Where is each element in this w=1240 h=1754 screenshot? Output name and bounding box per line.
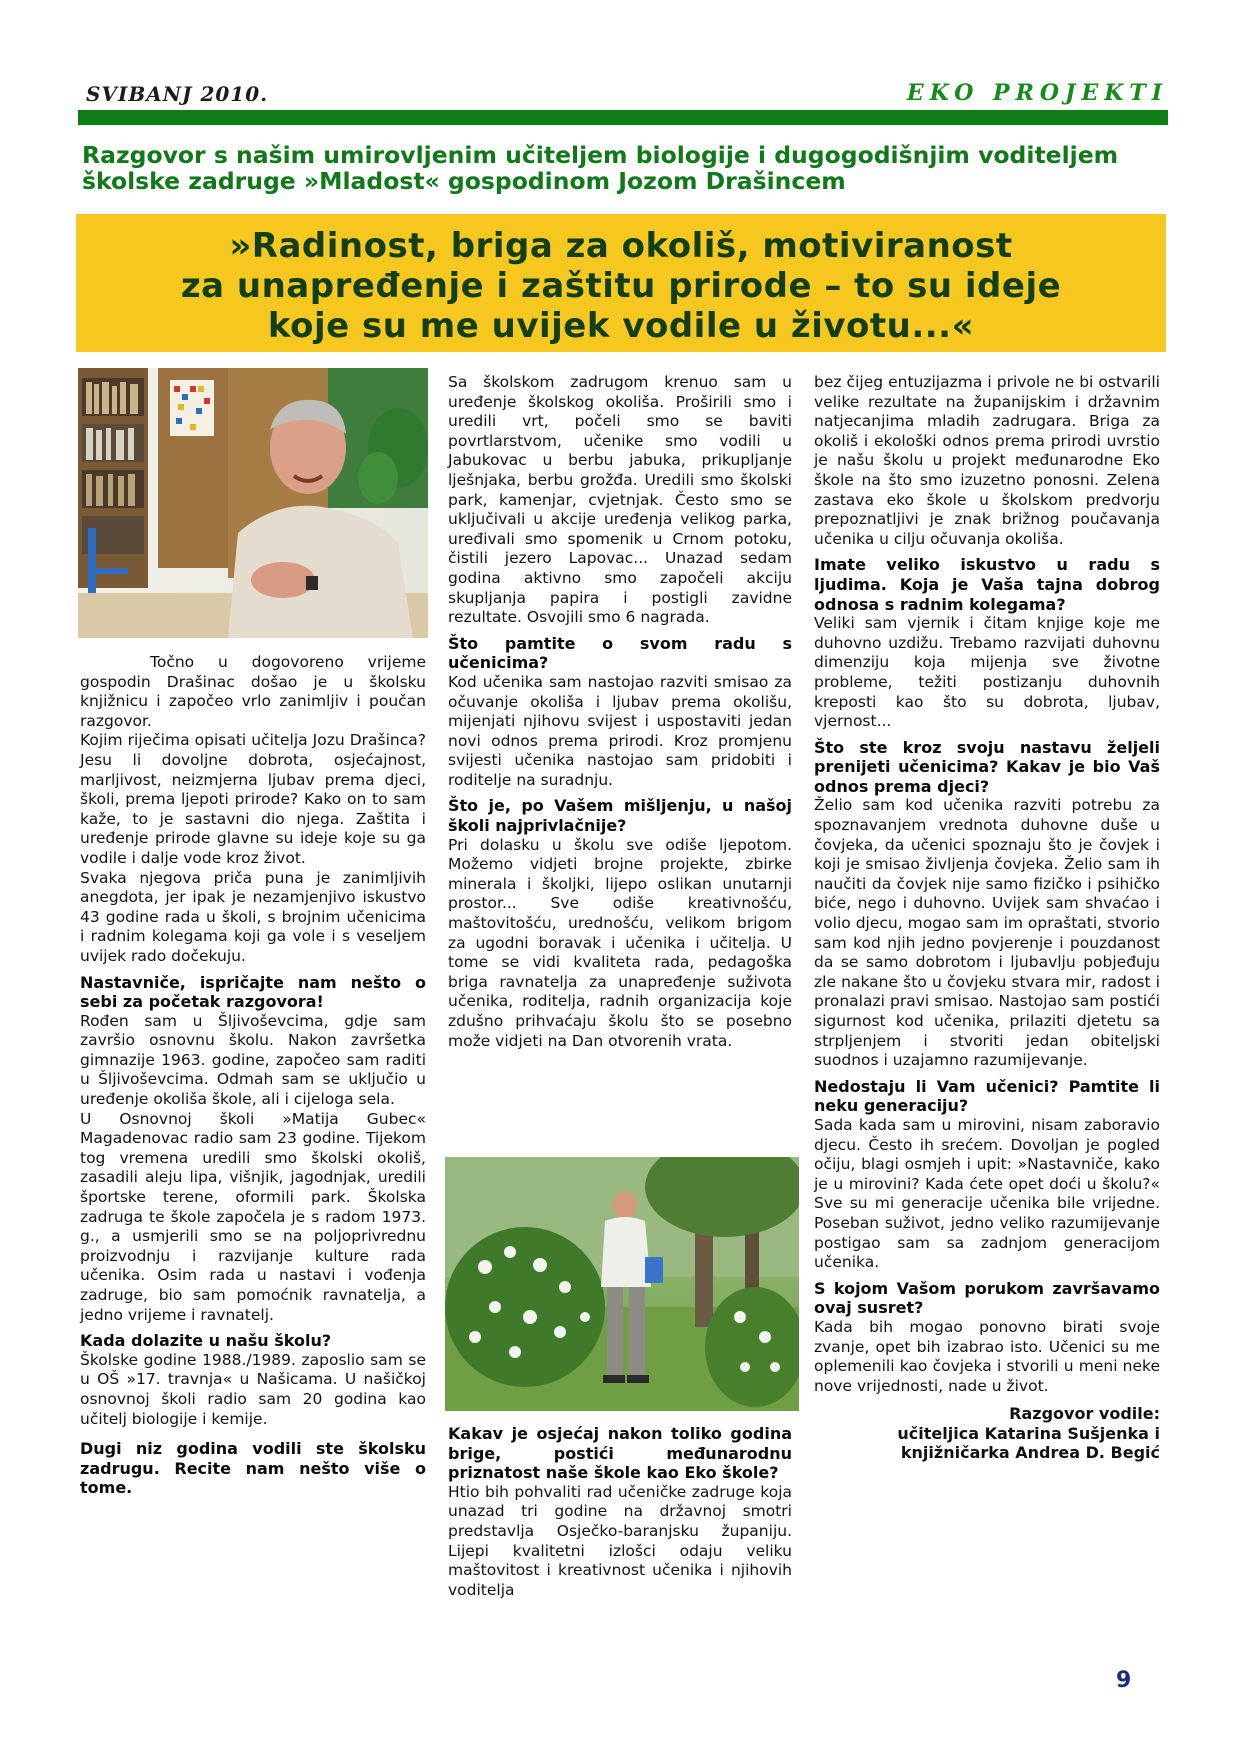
answer-1b: U Osnovnoj školi »Matija Gubec« Magadenovac radio sam 23 godine. Tijekom tog vremena uredili smo školski okoliš, zasadili aleju lipa, višnjik, jagodnjak, uredili športske terene, oformili park. Školska zadruga te škole započela je s radom 1973. g., a usmjerili smo se na poljoprivrednu proizvodnju i razvijanje kulture rada učenika. Osim rada u nastavi i vođenja zadruge, bio sam pomoćnik ravnatelja, a jedno vrijeme i ravnatelj.	[80, 1109, 426, 1324]
column-1	[80, 653, 426, 1498]
question-3: Dugi niz godina vodili ste školsku zadrugu. Recite nam nešto više o tome.	[80, 1439, 426, 1498]
column-2-bottom	[448, 1424, 792, 1600]
answer-1a: Rođen sam u Šljivoševcima, gdje sam završio osnovnu školu. Nakon završetka gimnazije 1963. godine, započeo sam raditi u Šljivoševcima. Odmah sam se uključio u uređenje okoliša škole, ali i cijeloga sela.	[80, 1011, 426, 1109]
section-title: EKO PROJEKTI	[906, 80, 1168, 106]
teacher-library-photo	[78, 368, 428, 638]
intro-paragraph-3: Svaka njegova priča puna je zanimljivih anegdota, jer ipak je nezamjenjivo iskustvo 43 godine rada u školi, s brojnim učenicima i radnim kolegama koji ga vole i s veseljem uvijek rado dočekuju.	[80, 868, 426, 965]
question-9: Nedostaju li Vam učenici? Pamtite li neku generaciju?	[814, 1076, 1160, 1116]
column-2	[448, 373, 792, 1051]
question-2: Kada dolazite u našu školu?	[80, 1331, 332, 1351]
teacher-park-illustration	[445, 1157, 799, 1411]
credits-line-2: učiteljica Katarina Sušjenka i	[897, 1423, 1160, 1443]
intro-paragraph-2: Kojim riječima opisati učitelja Jozu Drašinca? Jesu li dovoljne dobrota, osjećajnost, marljivost, neizmjerna ljubav prema djeci, školi, prema ljepoti prirode? Kako on to sam kaže, to je sastavni dio njega. Zaštita i uređenje prirode glavne su ideje koje su ga vodile i dalje vode kroz život.	[80, 731, 426, 867]
question-1: Nastavniče, ispričajte nam nešto o sebi za početak razgovora!	[80, 972, 426, 1012]
question-4: Što pamtite o svom radu s učenicima?	[448, 633, 792, 673]
answer-2: Školske godine 1988./1989. zaposlio sam se u OŠ »17. travnja« u Našicama. U našičkoj osnovnoj školi radio sam 20 godina kao učitelj biologije i kemije.	[80, 1350, 426, 1428]
answer-7: Veliki sam vjernik i čitam knjige koje me duhovno uzdižu. Trebamo razvijati duhovnu dimenziju koja mijenja sve životne probleme, težiti postizanju duhovnih kreposti kao što su dobrota, ljubav, vjernost...	[814, 614, 1160, 731]
answer-5: Pri dolasku u školu sve odiše ljepotom. Možemo vidjeti brojne projekte, zbirke minerala i školjki, lijepo oslikan unutarnji prostor... Sve odiše kreativnošću, maštovitošću, urednošću, velikom brigom za ugodni boravak i učenika i učitelja. U tome se vidi kvaliteta rada, pedagoška briga ravnatelja za unapređenje suživota učenika, roditelja, radnih organizacija koje zdušno prihvaćaju školu što se posebno može vidjeti na Dan otvorenih vrata.	[448, 835, 792, 1050]
teacher-library-illustration	[78, 368, 428, 638]
answer-3: Sa školskom zadrugom krenuo sam u uređenje školskog okoliša. Proširili smo i uredili vrt, počeli smo se baviti povrtlarstvom, učenike smo vodili u Jabukovac u berbu jabuka, prikupljanje lješnjaka, berbu grožđa. Uredili smo školski park, kamenjar, cvjetnjak. Često smo se uključivali u akcije uređenja velikog parka, uređivali smo spomenik u Crnom potoku, čistili jezero Lapovac... Unazad sedam godina aktivno smo započeli akciju skupljanja papira i postigli zavidne rezultate. Osvojili smo 6 nagrada.	[448, 373, 792, 627]
answer-8: Želio sam kod učenika razviti potrebu za spoznavanjem vrednota duhovne duše u čovjeka, da učenici spoznaju što je čovjek i koji je smisao življenja čovjeka. Želio sam ih naučiti da čovjek nije samo fizičko i psihičko biće, nego i duhovno. Uvijek sam shvaćao i volio djecu, mogao sam im opraštati, stvorio sam kod njih jedno povjerenje i pouzdanost da se samo dobrotom i ljubavlju pobjeđuju zle nakane što u čovjeku stvara mir, radost i pronalazi pravi smisao. Nastojao sam postići sigurnost kod učenika, prilaziti djetetu sa strpljenjem i stvoriti jedan obiteljski suodnos i uzajamno razumijevanje.	[814, 796, 1160, 1070]
column-3	[814, 373, 1160, 1463]
intro-paragraph: Točno u dogovoreno vrijeme gospodin Drašinac došao je u školsku knjižnicu i započeo vrlo zanimljiv i poučan razgovor.	[80, 653, 426, 730]
answer-4: Kod učenika sam nastojao razviti smisao za očuvanje okoliša i ljubav prema okolišu, mijenjati njihovu svijest i uspostaviti jedan novi odnos prema prirodi. Kroz promjenu svijesti učenika nastojao sam pridobiti i roditelje na suradnju.	[448, 672, 792, 789]
credits-line-1: Razgovor vodile:	[1009, 1404, 1160, 1424]
answer-9: Sada kada sam u mirovini, nisam zaboravio djecu. Često ih srećem. Dovoljan je pogled očiju, blagi osmjeh i upit: »Nastavniče, kako je u mirovini? Kada ćete opet doći u školu?« Sve su mi generacije učenika bile vrijedne. Poseban suživot, jedno veliko razumijevanje postigao sam sa zadnjom generacijom učenika.	[814, 1115, 1160, 1272]
answer-6-continued: bez čijeg entuzijazma i privole ne bi ostvarili velike rezultate na županijskim i državnim natjecanjima mladih zadrugara. Briga za okoliš i ekološki odnos prema prirodi uvrstio je našu školu u projekt međunarodne Eko škole na što smo izuzetno ponosni. Zelena zastava eko škole u školskom predvorju prepoznatljivi je znak brižnog poučavanja učenika u cilju očuvanja okoliša.	[814, 373, 1160, 548]
quote-banner	[76, 214, 1166, 352]
interview-credits	[814, 1404, 1160, 1463]
question-5: Što je, po Vašem mišljenju, u našoj školi najprivlačnije?	[448, 796, 792, 836]
question-8: Što ste kroz svoju nastavu željeli prenijeti učenicima? Kakav je bio Vaš odnos prema djeci?	[814, 737, 1160, 796]
banner-line-2: za unapređenje i zaštitu prirode – to su ideje	[180, 266, 1062, 306]
answer-6: Htio bih pohvaliti rad učeničke zadruge koja unazad tri godine na državnoj smotri predstavlja Osječko-baranjsku županiju. Lijepi kvalitetni izlošci odaju veliku maštovitost i kreativnost učenika i njihovih voditelja	[448, 1482, 792, 1599]
banner-line-1: »Radinost, briga za okoliš, motiviranost	[229, 226, 1013, 266]
question-7: Imate veliko iskustvo u radu s ljudima. Koja je Vaša tajna dobrog odnosa s radnim kolegama?	[814, 555, 1160, 614]
credits-line-3: knjižničarka Andrea D. Begić	[900, 1443, 1160, 1463]
issue-date: SVIBANJ 2010.	[86, 82, 269, 106]
teacher-park-photo	[445, 1157, 799, 1411]
banner-quote	[76, 226, 1166, 346]
page-number: 9	[1116, 1668, 1132, 1693]
banner-line-3: koje su me uvijek vodile u životu...«	[267, 306, 975, 346]
question-6: Kakav je osjećaj nakon toliko godina brige, postići međunarodnu priznatost naše škole kao Eko škole?	[448, 1424, 792, 1483]
question-10: S kojom Vašom porukom završavamo ovaj susret?	[814, 1278, 1160, 1318]
answer-10: Kada bih mogao ponovno birati svoje zvanje, opet bih izabrao isto. Učenici su me oplemenili kao čovjeka i stvorili u meni neke nove vrijednosti, nade u život.	[814, 1317, 1160, 1395]
article-subtitle: Razgovor s našim umirovljenim učiteljem biologije i dugogodišnjim voditeljem školske zadruge »Mladost« gospodinom Jozom Drašincem	[82, 141, 1119, 195]
header-rule	[78, 110, 1168, 125]
